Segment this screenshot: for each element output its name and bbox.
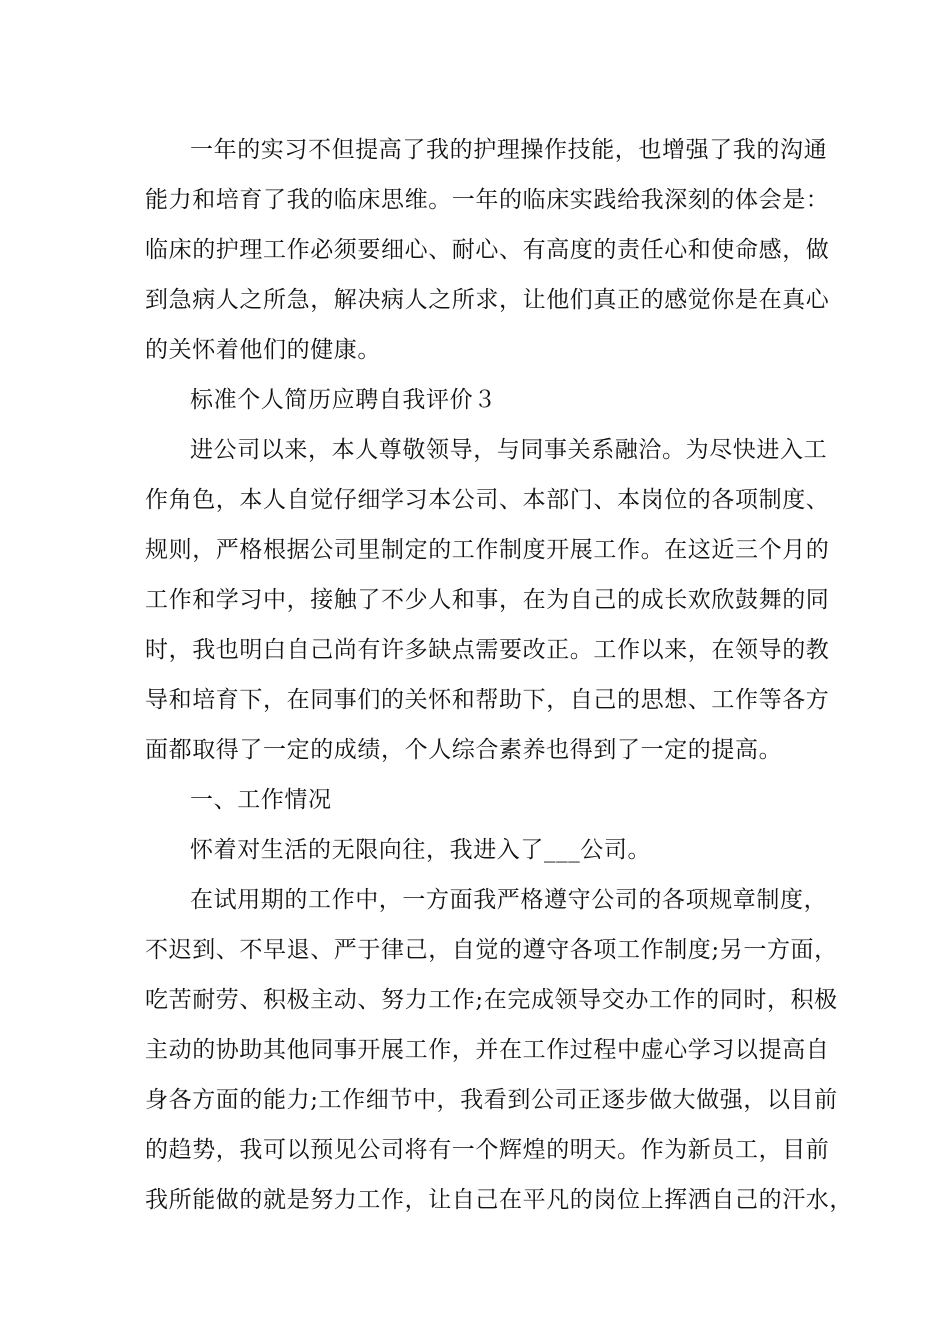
paragraph-line: 作角色，本人自觉仔细学习本公司、本部门、本岗位的各项制度、 [145,487,830,513]
paragraph-line: 吃苦耐劳、积极主动、努力工作;在完成领导交办工作的同时，积极 [145,987,838,1013]
paragraph-line: 不迟到、不早退、严于律己，自觉的遵守各项工作制度;另一方面， [145,937,838,963]
subsection-heading: 一、工作情况 [190,787,332,813]
paragraph-line: 我所能做的就是努力工作，让自己在平凡的岗位上挥洒自己的汗水， [145,1187,853,1213]
paragraph-line: 一年的实习不但提高了我的护理操作技能，也增强了我的沟通 [190,137,828,163]
paragraph-line: 的趋势，我可以预见公司将有一个辉煌的明天。作为新员工，目前 [145,1137,830,1163]
paragraph-line: 进公司以来，本人尊敬领导，与同事关系融洽。为尽快进入工 [190,437,828,463]
paragraph-line: 在试用期的工作中，一方面我严格遵守公司的各项规章制度， [190,887,828,913]
paragraph-line: 临床的护理工作必须要细心、耐心、有高度的责任心和使命感，做 [145,237,830,263]
paragraph-line: 时，我也明白自己尚有许多缺点需要改正。工作以来，在领导的教 [145,637,830,663]
paragraph-line: 能力和培育了我的临床思维。一年的临床实践给我深刻的体会是： [145,187,830,213]
section-heading: 标准个人简历应聘自我评价３ [190,387,497,413]
paragraph-line: 工作和学习中，接触了不少人和事，在为自己的成长欢欣鼓舞的同 [145,587,830,613]
paragraph-line: 面都取得了一定的成绩，个人综合素养也得到了一定的提高。 [145,737,783,763]
paragraph-line: 导和培育下，在同事们的关怀和帮助下，自己的思想、工作等各方 [145,687,830,713]
paragraph-line: 身各方面的能力;工作细节中，我看到公司正逐步做大做强，以目前 [145,1087,838,1113]
paragraph-line: 规则，严格根据公司里制定的工作制度开展工作。在这近三个月的 [145,537,830,563]
paragraph-line: 到急病人之所急，解决病人之所求，让他们真正的感觉你是在真心 [145,287,830,313]
paragraph-line: 怀着对生活的无限向往，我进入了___公司。 [190,837,652,863]
paragraph-line: 的关怀着他们的健康。 [145,337,381,363]
paragraph-line: 主动的协助其他同事开展工作，并在工作过程中虚心学习以提高自 [145,1037,830,1063]
